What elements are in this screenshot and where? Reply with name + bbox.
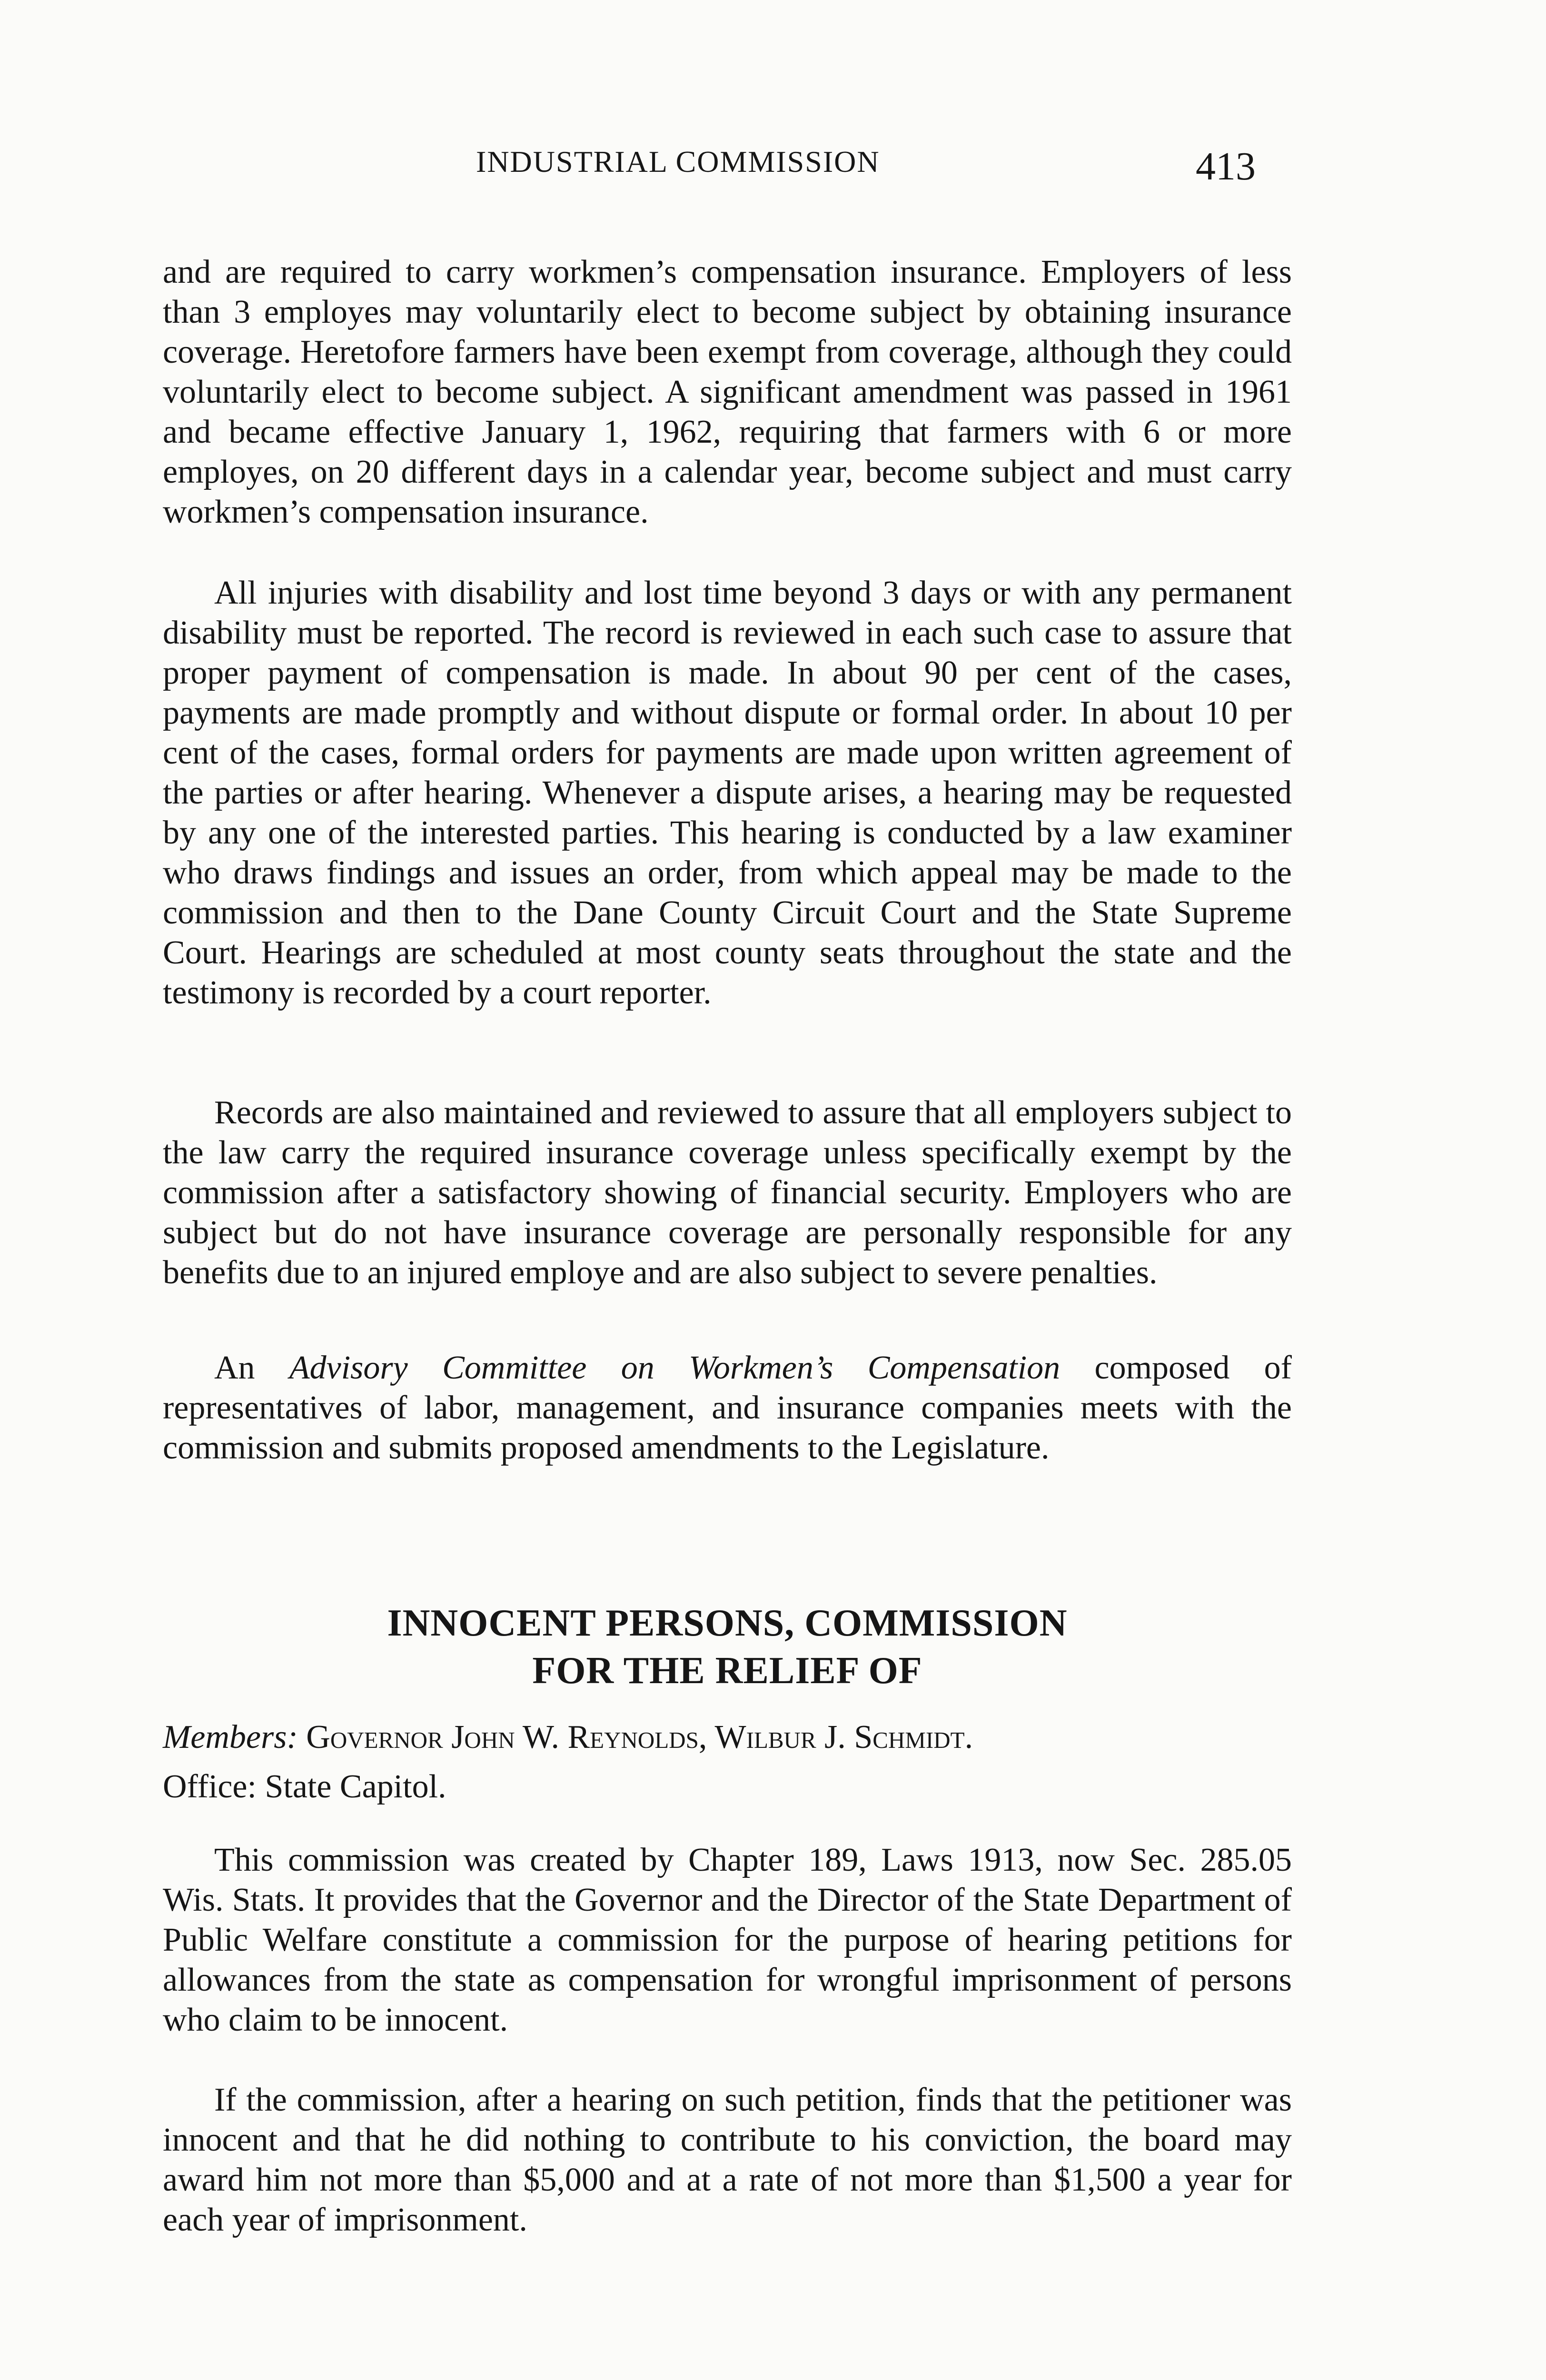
paragraph-coverage: and are required to carry workmen’s compensation insurance. Employers of less than 3 employes may voluntarily elect to become subject by obtaining insurance coverage. Heretofore farmers have been exempt from coverage, although they could voluntarily elect to become subject. A significant amendment was passed in 1961 and became effective January 1, 1962, requiring that farmers with 6 or more employes, on 20 different days in a calendar year, become subject and must carry workmen’s compensation insurance. (163, 254, 1292, 530)
paragraph-advisory-committee (163, 1348, 1292, 1468)
paragraph-award: If the commission, after a hearing on such petition, finds that the petitioner was innocent and that he did nothing to contribute to his conviction, the board may award him not more than $5,000 and at a rate of not more than $1,500 a year for each year of imprisonment. (163, 2082, 1292, 2238)
advisory-committee-name: Advisory Committee on Workmen’s Compensation (289, 1349, 1060, 1386)
running-header: INDUSTRIAL COMMISSION (476, 145, 880, 178)
paragraph-records: Records are also maintained and reviewed to assure that all employers subject to the law carry the required insurance coverage unless specifically exempt by the commission after a satisfactory showing of financial security. Employers who are subject but do not have insurance coverage are personally responsible for any benefits due to an injured employe and are also subject to severe penalties. (163, 1094, 1292, 1291)
section-heading (163, 1599, 1292, 1695)
paragraph-injuries: All injuries with disability and lost time beyond 3 days or with any permanent disability must be reported. The record is reviewed in each such case to assure that proper payment of compensation is made. In about 90 per cent of the cases, payments are made promptly and without dispute or formal order. In about 10 per cent of the cases, formal orders for payments are made upon written agreement of the parties or after hearing. Whenever a dispute arises, a hearing may be requested by any one of the interested parties. This hearing is conducted by a law examiner who draws findings and issues an order, from which appeal may be made to the commission and then to the Dane County Circuit Court and the State Supreme Court. Hearings are scheduled at most county seats throughout the state and the testimony is recorded by a court reporter. (163, 575, 1292, 1011)
office-line: Office: State Capitol. (163, 1768, 446, 1805)
paragraph-commission-creation: This commission was created by Chapter 189, Laws 1913, now Sec. 285.05 Wis. Stats. It provides that the Governor and the Director of the State Department of Public Welfare constitute a commission for the purpose of hearing petitions for allowances from the state as compensation for wrongful imprisonment of persons who claim to be innocent. (163, 1842, 1292, 2038)
section-heading-line-1: INNOCENT PERSONS, COMMISSION (387, 1602, 1068, 1644)
page-number: 413 (1196, 144, 1256, 188)
members-value: Governor John W. Reynolds, Wilbur J. Schmidt. (306, 1719, 973, 1755)
members-line (163, 1717, 1292, 1757)
advisory-lead-text: An (214, 1349, 255, 1386)
section-heading-line-2: FOR THE RELIEF OF (532, 1650, 922, 1692)
advisory-rest-text: composed of representatives of labor, management, and insurance companies meets with the commission and submits proposed amendments to the Legislature. (163, 1349, 1292, 1466)
members-label: Members: (163, 1719, 298, 1755)
